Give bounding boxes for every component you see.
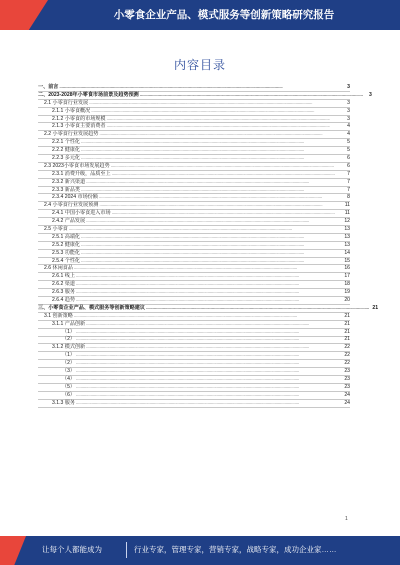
toc-leader-dots: ........................................................................................................................................................................................................ — [76, 328, 300, 335]
toc-leader-dots: ........................................................................................................................................................................................................ — [73, 265, 297, 272]
toc-entry[interactable] — [38, 289, 350, 297]
toc-entry-title: 2.2.2 健康化 — [52, 147, 81, 154]
toc-entry-title: 2.4.1 中国小零食进入市场 — [52, 210, 111, 217]
report-title: 小零食企业产品、模式服务等创新策略研究报告 — [113, 9, 335, 21]
toc-entry[interactable] — [38, 352, 350, 360]
toc-entry-page: 13 — [344, 226, 350, 233]
toc-entry-title: 2.6.2 渠道 — [52, 281, 75, 288]
toc-entry-title: （1） — [62, 352, 76, 359]
toc-entry[interactable] — [38, 155, 350, 163]
toc-leader-dots: ........................................................................................................................................................................................................ — [59, 83, 283, 90]
toc-entry-title: 2.5.2 健康化 — [52, 241, 81, 248]
toc-entry[interactable] — [38, 210, 350, 218]
toc-entry-page: 12 — [344, 218, 350, 225]
toc-entry-title: 2.3.4 2024 市场份额 — [52, 194, 98, 201]
toc-entry-page: 11 — [344, 202, 350, 209]
page-footer — [0, 536, 400, 565]
toc-entry-page: 17 — [344, 273, 350, 280]
toc-entry-title: 2.5 小零食 — [44, 226, 68, 233]
page-header — [0, 0, 400, 30]
toc-leader-dots: ........................................................................................................................................................................................................ — [75, 273, 299, 280]
toc-entry[interactable] — [38, 258, 350, 266]
toc-entry[interactable] — [38, 329, 350, 337]
toc-leader-dots: ........................................................................................................................................................................................................ — [81, 155, 305, 161]
toc-leader-dots: ........................................................................................................................................................................................................ — [106, 115, 330, 122]
toc-entry-page: 13 — [344, 241, 350, 248]
toc-entry-title: 2.4 小零食行业发展预测 — [44, 202, 99, 209]
toc-leader-dots: ........................................................................................................................................................................................................ — [111, 210, 335, 217]
toc-leader-dots: ........................................................................................................................................................................................................ — [81, 186, 305, 193]
footer-accent-shape — [0, 536, 26, 565]
toc-leader-dots: ........................................................................................................................................................................................................ — [81, 241, 305, 248]
toc-entry[interactable] — [38, 281, 350, 289]
toc-entry-page: 3 — [368, 91, 372, 98]
toc-leader-dots: ........................................................................................................................................................................................................ — [76, 383, 300, 390]
toc-entry-page: 23 — [344, 383, 350, 390]
footer-divider — [126, 542, 127, 558]
toc-entry-title: （4） — [62, 375, 76, 382]
toc-entry[interactable] — [38, 139, 350, 147]
toc-entry-page: 22 — [344, 352, 350, 359]
toc-entry-page: 21 — [344, 312, 350, 319]
toc-entry-title: 2.3.1 消费升级，品质至上 — [52, 170, 111, 177]
toc-entry-page: 23 — [344, 375, 350, 382]
toc-entry[interactable] — [38, 313, 350, 321]
toc-entry-title: 2.3 2023小零食市场发展趋势 — [44, 162, 110, 169]
toc-entry-title: 2.6 休闲食品 — [44, 265, 73, 272]
toc-entry-page: 3 — [347, 107, 350, 114]
toc-leader-dots: ........................................................................................................................................................................................................ — [81, 257, 305, 264]
toc-entry-page: 21 — [344, 336, 350, 343]
toc-entry[interactable] — [38, 250, 350, 258]
toc-entry-page: 13 — [344, 233, 350, 240]
toc-entry-title: 三、小零食企业产品、模式服务等创新策略建议 — [38, 304, 145, 311]
toc-entry-page: 8 — [347, 194, 350, 201]
toc-leader-dots: ........................................................................................................................................................................................................ — [76, 360, 300, 367]
toc-leader-dots: ........................................................................................................................................................................................................ — [111, 170, 335, 177]
toc-entry-page: 22 — [344, 344, 350, 351]
toc-entry-page: 4 — [347, 123, 350, 130]
toc-leader-dots: ........................................................................................................................................................................................................ — [86, 344, 310, 351]
toc-entry-title: （2） — [62, 336, 76, 343]
toc-leader-dots: ........................................................................................................................................................................................................ — [68, 226, 292, 233]
toc-entry[interactable] — [38, 384, 350, 392]
toc-entry-page: 21 — [372, 304, 379, 311]
toc-entry-page: 3 — [347, 115, 350, 122]
toc-leader-dots: ........................................................................................................................................................................................................ — [76, 391, 300, 398]
toc-entry-page: 18 — [344, 281, 350, 288]
toc-leader-dots: ........................................................................................................................................................................................................ — [81, 147, 305, 154]
toc-entry-title: 一、前言 — [38, 83, 59, 90]
toc-leader-dots: ........................................................................................................................................................................................................ — [76, 375, 300, 382]
toc-entry[interactable] — [38, 218, 350, 226]
toc-entry-title: 2.2 小零食行业发展趋势 — [44, 131, 99, 138]
toc-entry[interactable] — [38, 376, 350, 384]
toc-leader-dots: ........................................................................................................................................................................................................ — [98, 194, 322, 201]
toc-leader-dots: ........................................................................................................................................................................................................ — [76, 336, 300, 343]
toc-entry[interactable] — [38, 226, 350, 234]
page-number: 1 — [345, 516, 348, 522]
toc-entry-title: 2.4.2 产品发展 — [52, 218, 86, 225]
toc-entry-title: 2.3.3 新品类 — [52, 186, 81, 193]
toc-entry-page: 23 — [344, 368, 350, 375]
toc-entry-page: 3 — [347, 99, 350, 106]
toc-entry-title: 2.1.2 小零食的市场规模 — [52, 115, 106, 122]
footer-slogan-right: 行业专家，管理专家，营销专家，战略专家，成功企业家…… — [134, 545, 337, 554]
toc-entry[interactable] — [38, 179, 350, 187]
table-of-contents — [38, 83, 379, 408]
toc-entry[interactable] — [38, 100, 350, 108]
toc-entry-title: 2.1.3 小零食主要消费者 — [52, 123, 106, 130]
toc-entry[interactable] — [38, 242, 350, 250]
toc-entry[interactable] — [38, 392, 350, 400]
toc-leader-dots: ........................................................................................................................................................................................................ — [73, 312, 297, 319]
toc-leader-dots: ........................................................................................................................................................................................................ — [91, 107, 315, 114]
toc-entry[interactable] — [38, 304, 379, 313]
toc-entry-page: 22 — [344, 360, 350, 367]
toc-entry-page: 4 — [347, 131, 350, 138]
toc-entry-page: 24 — [344, 399, 350, 406]
toc-entry-title: 2.2.3 多元化 — [52, 155, 81, 161]
toc-entry[interactable] — [38, 131, 350, 139]
toc-leader-dots: ........................................................................................................................................................................................................ — [86, 218, 310, 225]
toc-heading: 内容目录 — [173, 58, 226, 72]
toc-entry[interactable] — [38, 234, 350, 242]
toc-entry[interactable] — [38, 297, 350, 305]
toc-leader-dots: ........................................................................................................................................................................................................ — [99, 202, 323, 209]
toc-entry-title: 3.1.3 服务 — [52, 399, 75, 406]
toc-entry-page: 15 — [344, 257, 350, 264]
toc-entry[interactable] — [38, 273, 350, 281]
toc-entry-title: 3.1.2 模式创新 — [52, 344, 86, 351]
toc-entry-page: 7 — [347, 178, 350, 185]
toc-leader-dots: ........................................................................................................................................................................................................ — [81, 249, 305, 256]
toc-entry[interactable] — [38, 400, 350, 408]
toc-leader-dots: ........................................................................................................................................................................................................ — [75, 399, 299, 406]
toc-entry-page: 14 — [344, 249, 350, 256]
toc-entry-page: 5 — [347, 139, 350, 146]
toc-leader-dots: ........................................................................................................................................................................................................ — [106, 123, 330, 130]
toc-leader-dots: ........................................................................................................................................................................................................ — [76, 352, 300, 359]
toc-entry-page: 6 — [347, 155, 350, 161]
toc-leader-dots: ........................................................................................................................................................................................................ — [99, 131, 323, 138]
toc-entry[interactable] — [38, 108, 350, 116]
toc-entry-page: 3 — [347, 83, 350, 90]
toc-entry[interactable] — [38, 265, 350, 273]
toc-entry-page: 24 — [344, 391, 350, 398]
toc-entry-page: 19 — [344, 289, 350, 296]
toc-entry-page: 7 — [347, 170, 350, 177]
toc-entry-title: 2.2.1 个性化 — [52, 139, 81, 146]
toc-entry-title: 2.1.1 小零食概况 — [52, 107, 91, 114]
toc-leader-dots: ........................................................................................................................................................................................................ — [81, 233, 305, 240]
toc-entry-title: 3.1 创新策略 — [44, 312, 73, 319]
toc-entry-title: （1） — [62, 328, 76, 335]
toc-entry-page: 6 — [347, 162, 350, 169]
toc-entry[interactable] — [38, 360, 350, 368]
toc-entry-title: 2.6.1 线上 — [52, 273, 75, 280]
toc-entry-title: 2.6.3 服务 — [52, 289, 75, 296]
header-accent-shape — [0, 0, 48, 30]
toc-entry[interactable] — [38, 84, 350, 92]
toc-entry-page: 21 — [344, 320, 350, 327]
toc-entry[interactable] — [38, 368, 350, 376]
toc-leader-dots: ........................................................................................................................................................................................................ — [75, 297, 299, 304]
toc-leader-dots: ........................................................................................................................................................................................................ — [110, 162, 334, 169]
toc-entry[interactable] — [38, 163, 350, 171]
toc-leader-dots: ........................................................................................................................................................................................................ — [86, 320, 310, 327]
toc-entry-title: 2.6.4 趋势 — [52, 297, 75, 304]
toc-leader-dots: ........................................................................................................................................................................................................ — [75, 281, 299, 288]
toc-leader-dots: ........................................................................................................................................................................................................ — [89, 99, 313, 106]
toc-entry-title: 2.5.4 个性化 — [52, 257, 81, 264]
toc-entry-title: （2） — [62, 360, 76, 367]
toc-entry-title: 2.5.1 高端化 — [52, 233, 81, 240]
footer-slogan-left: 让每个人都能成为 — [42, 545, 102, 554]
toc-entry-page: 21 — [344, 328, 350, 335]
toc-entry-title: 2.3.2 新兴渠道 — [52, 178, 86, 185]
toc-leader-dots: ........................................................................................................................................................................................................ — [86, 178, 310, 185]
toc-entry-title: （3） — [62, 368, 76, 375]
toc-entry-page: 16 — [344, 265, 350, 272]
toc-entry-page: 11 — [344, 210, 350, 217]
toc-entry-title: （6） — [62, 391, 76, 398]
toc-entry-title: （5） — [62, 383, 76, 390]
toc-entry-title: 二、2023-2028年小零食市场前景及趋势预测 — [38, 91, 139, 98]
toc-entry-page: 20 — [344, 297, 350, 304]
toc-entry-page: 5 — [347, 147, 350, 154]
toc-entry[interactable] — [38, 171, 350, 179]
toc-leader-dots: ........................................................................................................................................................................................................ — [145, 304, 370, 311]
toc-entry-title: 2.1 小零食行业发展 — [44, 99, 89, 106]
toc-entry[interactable] — [38, 147, 350, 155]
toc-entry[interactable] — [38, 344, 350, 352]
toc-leader-dots: ........................................................................................................................................................................................................ — [76, 368, 300, 375]
toc-entry-title: 2.5.3 功能化 — [52, 249, 81, 256]
toc-entry-title: 3.1.1 产品创新 — [52, 320, 86, 327]
toc-leader-dots: ........................................................................................................................................................................................................ — [75, 289, 299, 296]
toc-leader-dots: ........................................................................................................................................................................................................ — [81, 139, 305, 146]
toc-entry[interactable] — [38, 321, 350, 329]
toc-leader-dots: ........................................................................................................................................................................................................ — [139, 91, 363, 98]
toc-entry-page: 7 — [347, 186, 350, 193]
toc-entry[interactable] — [38, 91, 372, 100]
